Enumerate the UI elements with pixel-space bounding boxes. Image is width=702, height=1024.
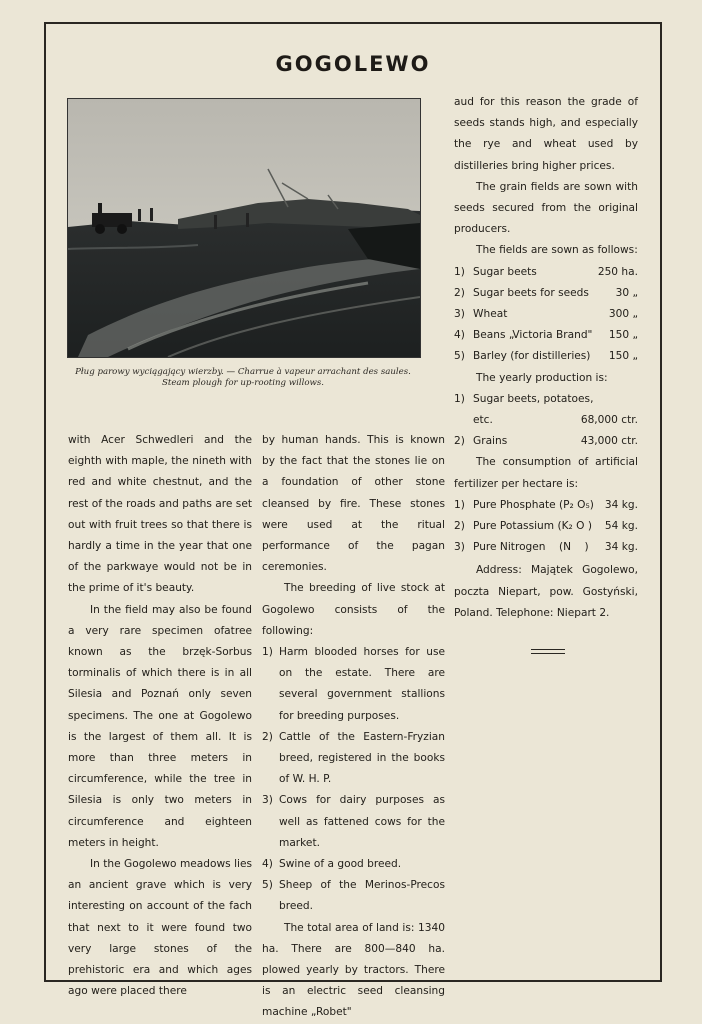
field-name: Wheat bbox=[473, 308, 508, 321]
production-etc: etc. bbox=[473, 414, 493, 427]
list-text: Harm blooded horses for use on the estate. There are several government stallions for breeding purposes. bbox=[279, 646, 445, 722]
list-number: 1) bbox=[454, 392, 465, 405]
list-number: 3) bbox=[454, 541, 465, 554]
list-text: Swine of a good breed. bbox=[279, 858, 402, 871]
caption-line-1 bbox=[62, 367, 424, 378]
caption-dash: — bbox=[226, 367, 236, 377]
list-number: 1) bbox=[454, 498, 465, 511]
field-value: 300 „ bbox=[608, 308, 638, 321]
caption-english: Steam plough for up-rooting willows. bbox=[162, 378, 324, 388]
field-value: 150 „ bbox=[608, 329, 638, 342]
list-number: 1) bbox=[454, 265, 465, 278]
paragraph: In the Gogolewo meadows lies an ancient grave which is very interesting on account of the fach that next to it were found two very large stones of the prehistoric era and which ages ago were placed there bbox=[68, 858, 252, 998]
list-item bbox=[262, 727, 445, 791]
field-row bbox=[454, 346, 638, 367]
fertilizer-row bbox=[454, 495, 638, 516]
paragraph: aud for this reason the grade of seeds stands high, and especially the rye and wheat used by distilleries bring higher prices. bbox=[454, 96, 638, 172]
fertilizer-row bbox=[454, 516, 638, 537]
text-column-left bbox=[68, 430, 252, 1002]
fertilizer-name: Pure Potassium (K₂ O ) bbox=[473, 520, 592, 533]
field-row bbox=[454, 325, 638, 346]
field-name: Barley (for distilleries) bbox=[473, 350, 591, 363]
production-value: 68,000 ctr. bbox=[580, 414, 638, 427]
field-row bbox=[454, 304, 638, 325]
list-number: 4) bbox=[262, 858, 273, 871]
list-item bbox=[262, 642, 445, 727]
end-rule bbox=[531, 649, 565, 654]
fertilizer-value: 54 kg. bbox=[604, 520, 638, 533]
field-value: 150 „ bbox=[608, 350, 638, 363]
paragraph: The yearly production is: bbox=[476, 371, 608, 384]
list-number: 3) bbox=[454, 308, 465, 321]
paragraph: The fields are sown as follows: bbox=[476, 244, 638, 257]
caption-polish: Pług parowy wyciągający wierzby. bbox=[75, 367, 224, 377]
list-number: 1) bbox=[262, 646, 273, 659]
field-name: Sugar beets bbox=[473, 265, 537, 278]
text-column-right bbox=[454, 92, 638, 624]
field-row bbox=[454, 262, 638, 283]
production-value: 43,000 ctr. bbox=[580, 435, 638, 448]
steam-plough-photo bbox=[67, 98, 421, 358]
paragraph: The breeding of live stock at Gogolewo consists of the following: bbox=[262, 582, 445, 637]
production-row bbox=[454, 389, 638, 410]
production-row bbox=[454, 410, 638, 431]
photo-caption bbox=[62, 367, 424, 389]
list-number: 4) bbox=[454, 329, 465, 342]
field-value: 30 „ bbox=[615, 286, 638, 299]
address-paragraph: Address: Majątek Gogolewo, poczta Niepart, pow. Gostyński, Poland. Telephone: Niepart 2. bbox=[454, 564, 638, 619]
list-item bbox=[262, 790, 445, 854]
paragraph: The total area of land is: 1340 ha. There are 800—840 ha. plowed yearly by tractors. There is an electric seed cleansing machine „Robet" bbox=[262, 921, 445, 1019]
list-number: 5) bbox=[454, 350, 465, 363]
list-number: 2) bbox=[454, 520, 465, 533]
list-number: 2) bbox=[454, 435, 465, 448]
list-number: 5) bbox=[262, 879, 273, 892]
paragraph: The grain fields are sown with seeds secured from the original producers. bbox=[454, 180, 638, 236]
paragraph: The consumption of artificial fertilizer per hectare is: bbox=[454, 456, 638, 490]
list-number: 2) bbox=[262, 730, 273, 743]
list-number: 2) bbox=[454, 286, 465, 299]
field-name: Sugar beets for seeds bbox=[473, 286, 589, 299]
list-item bbox=[262, 875, 445, 917]
field-row bbox=[454, 283, 638, 304]
list-text: Sheep of the Merinos-Precos breed. bbox=[279, 879, 445, 913]
production-name: Sugar beets, potatoes, bbox=[473, 392, 594, 405]
fertilizer-name: Pure Phosphate (P₂ O₅) bbox=[473, 498, 594, 511]
field-value: 250 ha. bbox=[597, 265, 638, 278]
list-text: Cows for dairy purposes as well as fattened cows for the market. bbox=[279, 794, 445, 849]
caption-french: Charrue à vapeur arrachant des saules. bbox=[237, 367, 411, 377]
field-name: Beans „Victoria Brand" bbox=[473, 329, 593, 342]
production-row bbox=[454, 431, 638, 452]
fertilizer-row bbox=[454, 537, 638, 558]
paragraph: In the field may also be found a very rare specimen ofatree known as the brzęk-Sorbus torminalis of which there is in all Silesia and Poznań only seven specimens. The one at Gogolewo is the largest of them all. It is more than three meters in circumference, while the tree in Silesia is only two meters in circumference and eighteen meters in height. bbox=[68, 603, 252, 849]
production-name: Grains bbox=[473, 435, 508, 448]
paragraph: by human hands. This is known by the fact that the stones lie on a foundation of other stone cleansed by fire. These stones were used at the ritual performance of the pagan ceremonies. bbox=[262, 434, 445, 574]
page-title: GOGOLEWO bbox=[275, 52, 431, 76]
list-text: Cattle of the Eastern-Fryzian breed, registered in the books of W. H. P. bbox=[279, 730, 445, 786]
paragraph: with Acer Schwedleri and the eighth with maple, the nineth with red and white chestnut, and the rest of the roads and paths are set out with fruit trees so that there is hardly a time in the year that one of the parkwaye would not be in the prime of it's beauty. bbox=[68, 434, 252, 595]
list-number: 3) bbox=[262, 794, 273, 807]
fertilizer-value: 34 kg. bbox=[604, 541, 638, 554]
text-column-middle bbox=[262, 430, 445, 1024]
fertilizer-value: 34 kg. bbox=[604, 498, 638, 511]
fertilizer-name: Pure Nitrogen (N ) bbox=[473, 541, 589, 554]
list-item bbox=[262, 854, 445, 875]
